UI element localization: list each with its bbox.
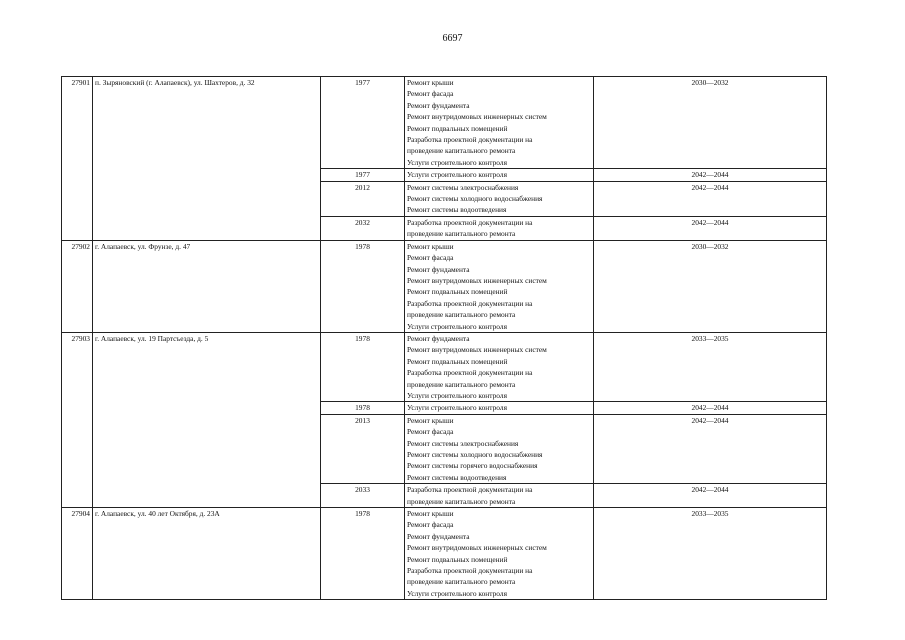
period-cell: 2042—2044 xyxy=(594,216,827,240)
work-item: Разработка проектной документации на xyxy=(407,368,533,378)
works-cell xyxy=(405,402,594,414)
work-item: Ремонт фундамента xyxy=(407,264,470,274)
period-cell: 2042—2044 xyxy=(594,484,827,508)
year-cell: 1977 xyxy=(321,77,405,169)
table-row xyxy=(62,508,827,600)
works-cell xyxy=(405,508,594,600)
work-item: Ремонт внутридомовых инженерных систем xyxy=(407,543,547,553)
period-cell: 2030—2032 xyxy=(594,240,827,332)
work-item: проведение капитального ремонта xyxy=(407,496,516,506)
table-row xyxy=(62,77,827,169)
work-item: Ремонт системы холодного водоснабжения xyxy=(407,194,543,204)
work-item: Ремонт системы электроснабжения xyxy=(407,182,519,192)
period-cell: 2042—2044 xyxy=(594,169,827,181)
work-item: Ремонт подвальных помещений xyxy=(407,287,508,297)
year-cell: 1978 xyxy=(321,402,405,414)
work-item: Ремонт внутридомовых инженерных систем xyxy=(407,112,547,122)
house-number-cell: 27901 xyxy=(62,77,93,241)
work-item: Ремонт подвальных помещений xyxy=(407,123,508,133)
work-item: Ремонт фасада xyxy=(407,89,454,99)
work-item: Ремонт фасада xyxy=(407,520,454,530)
year-cell: 2033 xyxy=(321,484,405,508)
work-item: Ремонт фундамента xyxy=(407,531,470,541)
work-item: Разработка проектной документации на xyxy=(407,135,533,145)
work-item: Ремонт системы электроснабжения xyxy=(407,438,519,448)
period-cell: 2042—2044 xyxy=(594,181,827,216)
year-cell: 1978 xyxy=(321,240,405,332)
works-cell xyxy=(405,169,594,181)
house-number-cell: 27902 xyxy=(62,240,93,332)
page-number: 6697 xyxy=(442,33,463,44)
work-item: Услуги строительного контроля xyxy=(407,170,507,180)
work-item: проведение капитального ремонта xyxy=(407,577,516,587)
works-cell xyxy=(405,240,594,332)
work-item: Услуги строительного контроля xyxy=(407,588,507,598)
work-item: Ремонт фундамента xyxy=(407,100,470,110)
works-cell xyxy=(405,332,594,401)
period-cell: 2042—2044 xyxy=(594,414,827,483)
work-item: Ремонт крыши xyxy=(407,78,454,87)
work-item: Услуги строительного контроля xyxy=(407,403,507,413)
works-cell xyxy=(405,484,594,508)
year-cell: 1978 xyxy=(321,332,405,401)
address-cell: г. Алапаевск, ул. 40 лет Октября, д. 23А xyxy=(93,508,321,600)
works-cell xyxy=(405,77,594,169)
work-item: Ремонт фасада xyxy=(407,427,454,437)
work-item: Ремонт системы водоотведения xyxy=(407,472,507,482)
address-cell: п. Зыряновский (г. Алапаевск), ул. Шахтеров, д. 32 xyxy=(93,77,321,241)
work-item: Ремонт крыши xyxy=(407,241,454,251)
work-item: проведение капитального ремонта xyxy=(407,310,516,320)
house-number-cell: 27903 xyxy=(62,332,93,507)
work-item: Ремонт системы горячего водоснабжения xyxy=(407,461,538,471)
work-item: Ремонт системы водоотведения xyxy=(407,205,507,215)
work-item: Ремонт фасада xyxy=(407,253,454,263)
work-item: Разработка проектной документации на xyxy=(407,485,533,495)
work-item: Ремонт крыши xyxy=(407,509,454,519)
year-cell: 2032 xyxy=(321,216,405,240)
year-cell: 2012 xyxy=(321,181,405,216)
period-cell: 2042—2044 xyxy=(594,402,827,414)
work-item: Услуги строительного контроля xyxy=(407,321,507,331)
work-item: Ремонт внутридомовых инженерных систем xyxy=(407,345,547,355)
period-cell: 2033—2035 xyxy=(594,332,827,401)
work-item: Разработка проектной документации на xyxy=(407,298,533,308)
table-row xyxy=(62,240,827,332)
period-cell: 2033—2035 xyxy=(594,508,827,600)
year-cell: 1977 xyxy=(321,169,405,181)
work-item: Ремонт крыши xyxy=(407,415,454,425)
work-item: Разработка проектной документации на xyxy=(407,217,533,227)
work-item: Разработка проектной документации на xyxy=(407,566,533,576)
year-cell: 1978 xyxy=(321,508,405,600)
work-item: Ремонт фундамента xyxy=(407,333,470,343)
work-item: проведение капитального ремонта xyxy=(407,229,516,239)
address-cell: г. Алапаевск, ул. Фрунзе, д. 47 xyxy=(93,240,321,332)
house-number-cell: 27904 xyxy=(62,508,93,600)
work-item: проведение капитального ремонта xyxy=(407,146,516,156)
work-item: проведение капитального ремонта xyxy=(407,379,516,389)
works-cell xyxy=(405,181,594,216)
work-item: Ремонт системы холодного водоснабжения xyxy=(407,450,543,459)
year-cell: 2013 xyxy=(321,414,405,483)
works-cell xyxy=(405,216,594,240)
table-row xyxy=(62,332,827,401)
work-item: Услуги строительного контроля xyxy=(407,157,507,167)
table-body xyxy=(62,77,827,600)
repair-schedule-table xyxy=(61,76,827,600)
work-item: Ремонт подвальных помещений xyxy=(407,356,508,366)
period-cell: 2030—2032 xyxy=(594,77,827,169)
work-item: Ремонт подвальных помещений xyxy=(407,554,508,564)
address-cell: г. Алапаевск, ул. 19 Партсъезда, д. 5 xyxy=(93,332,321,507)
work-item: Ремонт внутридомовых инженерных систем xyxy=(407,275,547,285)
work-item: Услуги строительного контроля xyxy=(407,390,507,400)
works-cell xyxy=(405,414,594,483)
